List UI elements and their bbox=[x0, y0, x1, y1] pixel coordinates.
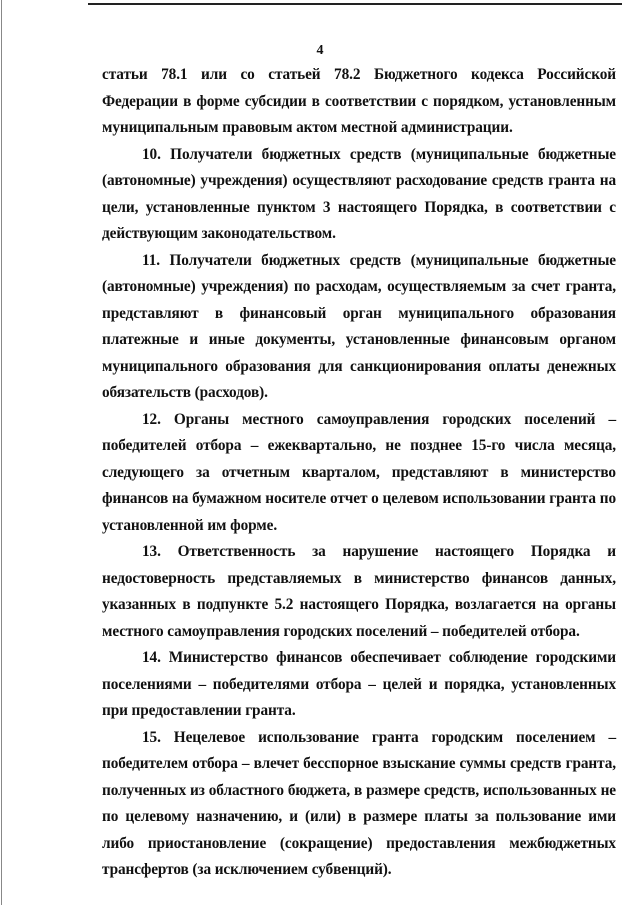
paragraph-10: 10. Получатели бюджетных средств (муниципальные бюджетные (автономные) учреждения) осуществляют расходование средств гранта на цели, установленные пунктом 3 настоящего Порядка, в соответствии с действующим законодательством. bbox=[102, 145, 616, 242]
page-number: 4 bbox=[316, 43, 324, 58]
paragraph-14: 14. Министерство финансов обеспечивает соблюдение городскими поселениями – победителями отбора – целей и порядка, установленных при предоставлении гранта. bbox=[102, 649, 616, 719]
paragraph-continuation: статьи 78.1 или со статьей 78.2 Бюджетного кодекса Российской Федерации в форме субсидии в соответствии с порядком, установленным муниципальным правовым актом местной администрации. bbox=[102, 66, 616, 136]
paragraph-13: 13. Ответственность за нарушение настоящего Порядка и недостоверность представляемых в министерство финансов данных, указанных в подпункте 5.2 настоящего Порядка, возлагается на органы местного самоуправления городских поселений – победителей отбора. bbox=[102, 543, 616, 640]
paragraph-11: 11. Получатели бюджетных средств (муниципальные бюджетные (автономные) учреждения) по расходам, осуществляемым за счет гранта, представляют в финансовый орган муниципального образования платежные и иные документы, установленные финансовым органом муниципального образования для санкционирования оплаты денежных обязательств (расходов). bbox=[102, 251, 616, 401]
left-edge-line bbox=[1, 0, 2, 905]
paragraph-12: 12. Органы местного самоуправления городских поселений – победителей отбора – ежеквартально, не позднее 15-го числа месяца, следующего за отчетным кварталом, представляют в министерство финансов на бумажном носителе отчет о целевом использовании гранта по установленной им форме. bbox=[102, 410, 616, 534]
paragraph-15: 15. Нецелевое использование гранта городским поселением – победителем отбора – влечет бесспорное взыскание суммы средств гранта, полученных из областного бюджета, в размере средств, использованных не по целевому назначению, и (или) в размере платы за пользование ими либо приостановление (сокращение) предоставления межбюджетных трансфертов (за исключением субвенций). bbox=[102, 728, 616, 878]
top-border-line bbox=[88, 3, 622, 5]
document-body bbox=[102, 62, 616, 884]
